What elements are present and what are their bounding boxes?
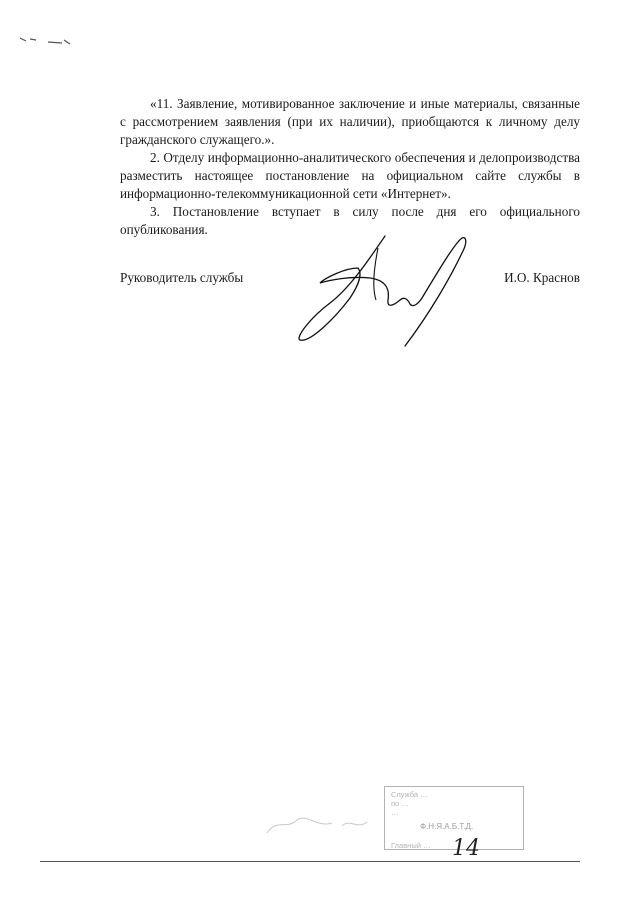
signer-role: Руководитель службы [120,270,244,285]
document-body [120,95,580,239]
handwritten-signature [290,228,490,358]
stamp-line: … [391,808,399,817]
paragraph-item-2: 2. Отделу информационно-аналитического обеспечения и делопроизводства разместить настоящее постановление на официальном сайте службы в информационно-телекоммуникационной сети «Интернет». [120,150,580,201]
faint-handwriting [262,808,372,838]
handwritten-page-number: 14 [452,836,480,861]
scan-artifact [18,30,78,50]
stamp-line: по … [391,799,409,808]
stamp-code: Ф.Н.Я.А.Б.Т.Д. [420,822,474,831]
paragraph-item-3: 3. Постановление вступает в силу после дня его официального опубликования. [120,204,580,237]
footer-divider [40,861,580,862]
stamp-line: Служба … [391,790,428,799]
signer-name: И.О. Краснов [504,270,580,285]
paragraph-item-11: «11. Заявление, мотивированное заключение и иные материалы, связанные с рассмотрением заявления (при их наличии), приобщаются к личному делу гражданского служащего.». [120,96,580,147]
stamp-line: Главный … [391,841,431,850]
